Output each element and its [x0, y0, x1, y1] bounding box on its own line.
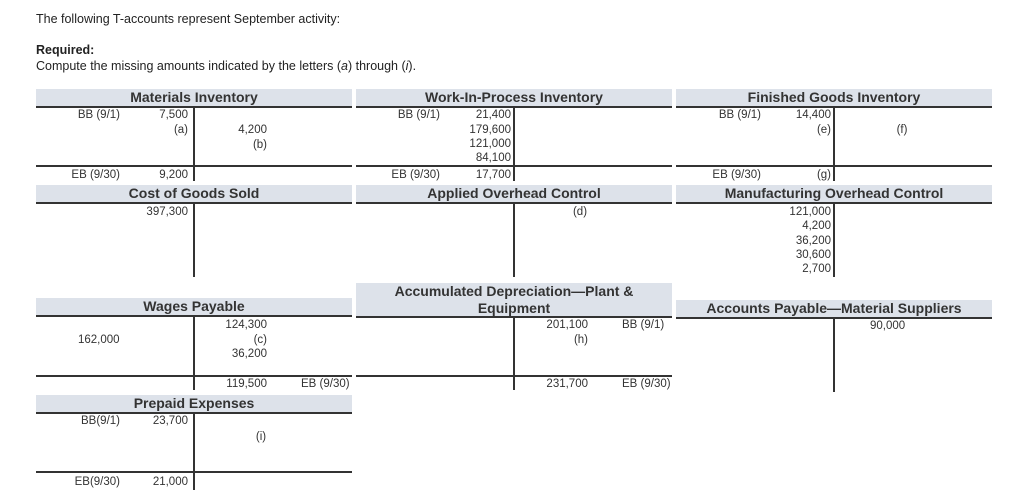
debit-value: 2,700: [802, 263, 831, 275]
eb-value: 17,700: [475, 169, 511, 181]
required-label: Required:: [36, 43, 95, 57]
eb-value: 21,000: [152, 476, 188, 488]
t-divider: [513, 108, 515, 181]
t-divider: [513, 204, 515, 277]
t-rule: [36, 165, 352, 167]
credit-value: 4,200: [238, 124, 267, 136]
debit-value: 7,500: [159, 109, 188, 121]
bb-label: BB(9/1): [81, 415, 120, 427]
eb-value: (g): [816, 169, 831, 181]
eb-label: EB(9/30): [74, 476, 120, 488]
eb-label: EB (9/30): [391, 169, 440, 181]
account-title: Prepaid Expenses: [36, 395, 352, 414]
debit-value: 23,700: [152, 415, 188, 427]
t-divider: [833, 319, 835, 392]
credit-value: 124,300: [225, 319, 267, 331]
credit-value: (i): [255, 431, 267, 443]
eb-label: EB (9/30): [622, 378, 671, 390]
debit-value: 121,000: [469, 138, 511, 150]
credit-value: (d): [572, 206, 588, 218]
debit-value: 121,000: [789, 206, 831, 218]
t-divider: [193, 108, 195, 181]
account-title: Work-In-Process Inventory: [356, 89, 672, 108]
account-title-line: Equipment: [477, 300, 551, 316]
eb-label: EB (9/30): [301, 378, 350, 390]
account-title: [356, 283, 672, 318]
debit-value: 30,600: [795, 249, 831, 261]
t-rule: [36, 471, 352, 473]
eb-value: 231,700: [546, 378, 588, 390]
credit-value: (h): [573, 334, 588, 346]
intro-text: The following T-accounts represent September activity:: [36, 12, 341, 26]
debit-value: 179,600: [469, 124, 511, 136]
t-divider: [513, 317, 515, 390]
bb-label: BB (9/1): [77, 109, 120, 121]
t-divider: [193, 414, 195, 490]
t-divider: [833, 204, 835, 277]
debit-value: 84,100: [475, 152, 511, 164]
credit-value: 36,200: [231, 348, 267, 360]
debit-value: 21,400: [475, 109, 511, 121]
eb-value: 119,500: [226, 378, 267, 390]
t-divider: [193, 317, 195, 390]
debit-value: 397,300: [146, 206, 188, 218]
credit-value: (b): [252, 139, 267, 151]
debit-value: 36,200: [795, 235, 831, 247]
bb-label: BB (9/1): [397, 109, 440, 121]
t-rule: [676, 165, 992, 167]
instruction-text: Compute the missing amounts indicated by the letters (a) through (i).: [36, 59, 417, 73]
account-title: Wages Payable: [36, 298, 352, 317]
eb-value: 9,200: [159, 169, 188, 181]
bb-label: BB (9/1): [622, 319, 665, 331]
account-title: Accounts Payable—Material Suppliers: [676, 300, 992, 319]
account-title: Applied Overhead Control: [356, 185, 672, 204]
account-title: Materials Inventory: [36, 89, 352, 108]
bb-label: BB (9/1): [718, 109, 761, 121]
credit-value: (c): [253, 334, 267, 346]
eb-label: EB (9/30): [71, 169, 120, 181]
t-rule: [356, 165, 672, 167]
debit-value: (e): [816, 124, 831, 136]
debit-value: 14,400: [795, 109, 831, 121]
credit-value: 201,100: [546, 319, 588, 331]
t-divider: [833, 108, 835, 181]
account-title: Finished Goods Inventory: [676, 89, 992, 108]
debit-value: 162,000: [78, 334, 120, 346]
eb-label: EB (9/30): [712, 169, 761, 181]
debit-value: (a): [173, 124, 188, 136]
credit-value: (f): [896, 124, 908, 136]
account-title: Manufacturing Overhead Control: [676, 185, 992, 204]
account-title-line: Accumulated Depreciation—Plant &: [394, 283, 634, 299]
account-title: Cost of Goods Sold: [36, 185, 352, 204]
credit-value: 90,000: [870, 320, 906, 332]
t-divider: [193, 204, 195, 277]
debit-value: 4,200: [802, 220, 831, 232]
